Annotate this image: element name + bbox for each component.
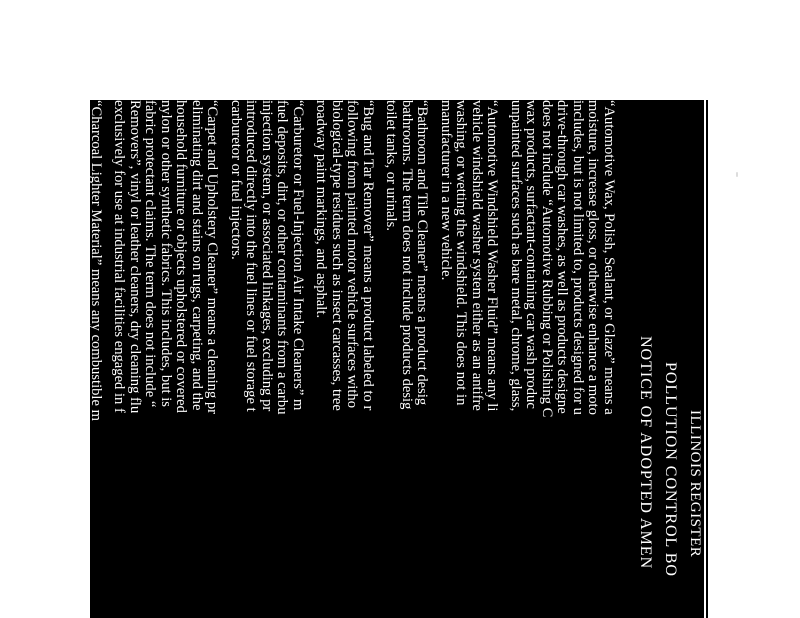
definition-automotive-wax: [508, 100, 617, 421]
text-line: wax products, surfactant-containing car wash produc: [523, 100, 540, 409]
text-line: vehicle windshield washer system either as an antifre: [469, 100, 485, 411]
notice-title: NOTICE OF ADOPTED AMEN: [637, 336, 654, 570]
text-line: Removers”, vinyl or leather cleaners, dry cleaning flu: [127, 100, 143, 414]
text-line: “Charcoal Lighter Material” means any combustible m: [88, 100, 104, 421]
text-line: “Carburetor or Fuel-Injection Air Intake Cleaners” m: [290, 100, 306, 411]
text-line: exclusively for use at industrial facilities engaged in f: [111, 100, 128, 413]
text-line: washing, or wetting the windshield. This does not in: [453, 100, 470, 406]
text-line: bathrooms. The term does not include products desig: [399, 100, 415, 410]
board-title: POLLUTION CONTROL BO: [662, 362, 679, 577]
definition-windshield-washer-fluid: [438, 100, 500, 421]
text-line: “Bug and Tar Remover” means a product labeled to r: [360, 100, 376, 411]
definition-charcoal-lighter: [41, 100, 103, 421]
text-line: incorporated in, added to, or used with charcoal to en: [72, 100, 89, 411]
header-divider: [704, 100, 706, 618]
definition-carburetor-cleaner: [228, 100, 306, 421]
text-line: following from painted motor vehicle surfaces witho: [344, 100, 361, 409]
text-line: household furniture or objects upholstered or covered: [173, 100, 190, 413]
definition-bathroom-tile-cleaner: [383, 100, 430, 421]
text-line: injection system, or associated linkages, excluding pr: [259, 100, 275, 412]
scan-speck: [736, 172, 738, 177]
text-line: unpainted surfaces such as bare metal, chrome, glass,: [508, 100, 524, 412]
text-line: nylon or other synthetic fabrics. This includes, but is: [158, 100, 174, 407]
text-line: moisture, increase gloss, or otherwise enhance a moto: [585, 100, 602, 415]
definition-carpet-upholstery-cleaner: [111, 100, 220, 421]
text-line: “Bathroom and Tile Cleaner” means a product desig: [414, 100, 431, 406]
text-line: roadway paint markings, and asphalt.: [313, 100, 330, 319]
text-line: carburetor or fuel injectors.: [228, 100, 244, 260]
text-line: fabric protectant claims. The term does not include “: [142, 100, 159, 408]
text-line: “Automotive Windshield Washer Fluid” means any li: [484, 100, 501, 412]
text-line: toilet tanks, or urinals.: [383, 100, 400, 231]
text-line: include any of the following: electrical starters and pr: [57, 100, 73, 413]
register-header: ILLINOIS REGISTER: [687, 410, 703, 558]
text-line: eliminating dirt and stains on rugs, carpeting, and the: [189, 100, 205, 411]
text-line: includes, but is not limited to, products designed for u: [570, 100, 586, 415]
text-line: “Automotive Wax, Polish, Sealant, or Glaze” means a: [601, 100, 617, 415]
text-line: does not include “Automotive Rubbing or Polishing C: [539, 100, 555, 418]
text-line: biological-type residues such as insect carcasses, tree: [329, 100, 345, 411]
text-line: manufacturer in a new vehicle.: [438, 100, 454, 281]
definitions-body: [33, 100, 616, 421]
text-line: tinder, natural gas, propane, and fat wood.: [41, 100, 58, 346]
text-line: drive-through car washes, as well as products designe: [554, 100, 571, 414]
rotated-document: [41, 100, 716, 618]
scanned-page: [41, 100, 710, 618]
text-line: fuel deposits, dirt, or other contaminants from a carbu: [274, 100, 291, 415]
text-line: “Carpet and Upholstery Cleaner” means a cleaning pr: [204, 100, 221, 415]
definition-bug-tar-remover: [313, 100, 375, 421]
top-rule: [708, 100, 716, 618]
text-line: introduced directly into the fuel lines or fuel storage t: [243, 100, 260, 412]
